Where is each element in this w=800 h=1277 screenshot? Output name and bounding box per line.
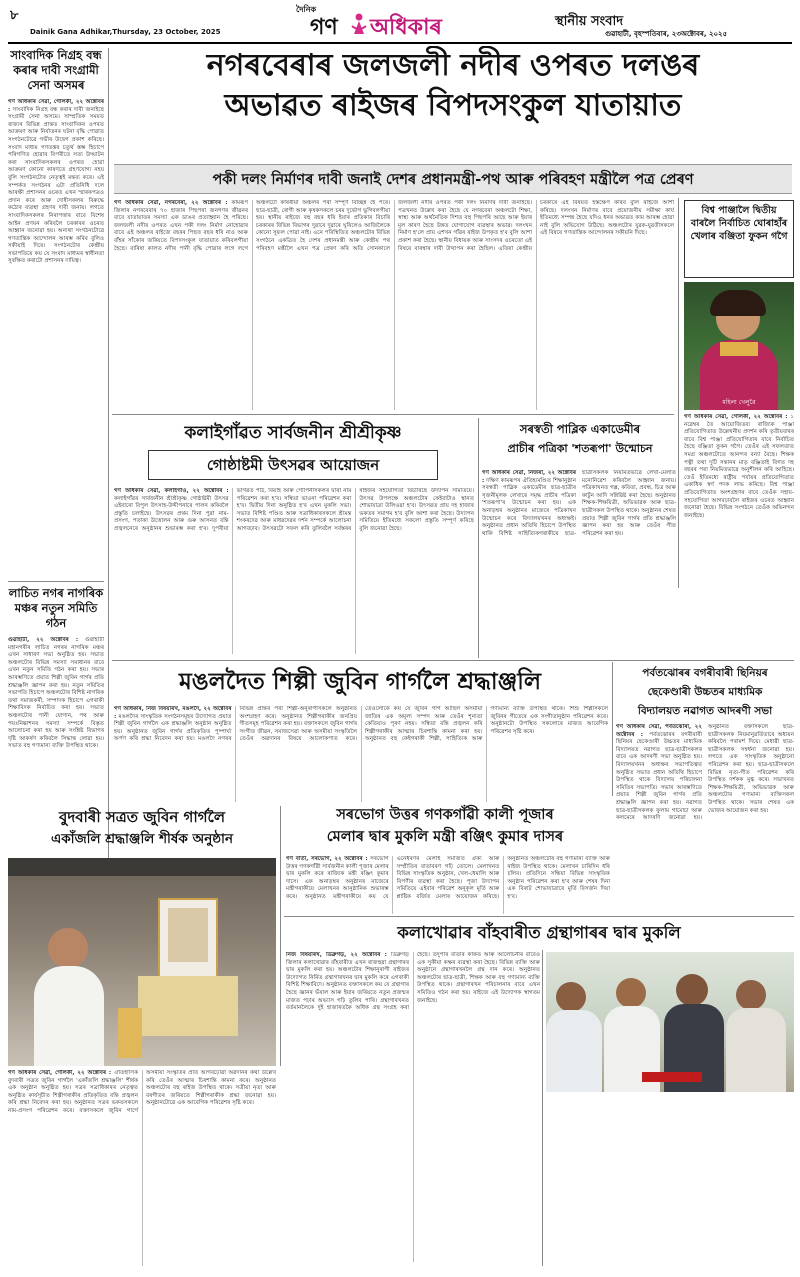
dateline-assamese: গুৱাহাটী, বৃহস্পতিবাৰ, ২৩অক্টোবৰ, ২০২৫: [605, 30, 728, 38]
parbatjhora-rule: [612, 662, 613, 796]
story-journalist-headline: সাংবাদিক নিগ্ৰহ বন্ধ কৰাৰ দাবী সংগ্ৰামী সেনা অসমৰ: [10, 48, 102, 92]
saraswat-headline-line2: প্ৰাচীৰ পত্ৰিকা 'শতৰূপা' উন্মোচন: [507, 442, 653, 455]
budbari-text: ঐতিহাসিক বুদবাৰী সত্ৰত জুবিন গাৰ্গলৈ 'একাঁজলি শ্ৰদ্ধাঞ্জলি' শীৰ্ষক এক অনুষ্ঠান অনুষ্ঠিত হয়। সত্ৰৰ সত্ৰাধিকাৰৰ নেতৃত্বত অনুষ্ঠিত কাৰ্যসূচীত শিল্পীগৰাকীৰ প্ৰতিকৃতিত বন্তি প্ৰজ্বলন কৰি শ্ৰদ্ধা নিবেদন কৰা হয়। অনুষ্ঠানত সত্ৰৰ ভকতসকলে নাম-প্ৰসংগ পৰিৱেশন কৰে। বক্তাসকলে জুবিন গাৰ্গে অসমীয়া সংস্কৃতিৰ প্ৰতি আগবঢ়োৱা অৱদানৰ কথা উল্লেখ কৰি তেওঁৰ আত্মাৰ চিৰশান্তি কামনা কৰে। অনুষ্ঠানত অঞ্চলটোৰ বহু ৰাইজ উপস্থিত থাকে। সত্ৰীয়া নৃত্য আৰু বৰগীতৰ জৰিয়তে শিল্পীগৰাকীক শ্ৰদ্ধা জনোৱা হয়। অনুষ্ঠানটোৱে এক আবেগিক পৰিৱেশৰ সৃষ্টি কৰে।: [8, 1070, 276, 1114]
masthead-logo: [310, 10, 480, 38]
lead-strap: [114, 164, 792, 194]
parbatjhora-headline-box: [616, 664, 794, 722]
zubeen-mangaldai-text: মঙলদৈৰ সাংস্কৃতিক সংগঠনসমূহৰ উদ্যোগত প্ৰয়াত শিল্পী জুবিন গাৰ্গলৈ এক শ্ৰদ্ধাঞ্জলি অনুষ্ঠান অনুষ্ঠিত হয়। অনুষ্ঠানত জুবিন গাৰ্গৰ প্ৰতিকৃতিত পুষ্পাৰ্ঘ্য অৰ্পণ কৰি শ্ৰদ্ধা নিবেদন কৰা হয়। মঙলদৈ নগৰৰ বিভিন্ন প্ৰান্তৰ পৰা শিল্পী-অনুৰাগীসকলে অনুষ্ঠানত অংশগ্ৰহণ কৰে। অনুষ্ঠানত শিল্পীগৰাকীৰ জনপ্ৰিয় গীতসমূহ পৰিৱেশন কৰা হয়। বক্তাসকলে জুবিন গাৰ্গৰ সংগীত জীৱন, সমাজসেৱা আৰু অসমীয়া সংস্কৃতিলৈ তেওঁৰ অৱদানৰ বিষয়ে আলোকপাত কৰে। তেওঁলোকে কয় যে জুবিন গাৰ্গ আছিল অসমীয়া জাতিৰ এক অমূল্য সম্পদ আৰু তেওঁৰ শূন্যতা কেতিয়াও পূৰণ নহয়। সন্ধিয়া বন্তি প্ৰজ্বলন কৰি শিল্পীগৰাকীৰ আত্মাৰ চিৰশান্তি কামনা কৰা হয়। অনুষ্ঠানত বহু কেইগৰাকী শিল্পী, সাহিত্যিক আৰু গণ্যমান্য ব্যক্তি উপস্থিত থাকে। শিশু শিল্পীসকলে জুবিনৰ গীতেৰে এক সংগীতানুষ্ঠান পৰিৱেশন কৰে। অনুষ্ঠানটো উপস্থিত সকলোৰে মাজত আবেগিক পৰিৱেশৰ সৃষ্টি কৰে।: [114, 706, 608, 743]
saraswat-headline-line1: সৰস্বতী পাব্লিক একাডেমীৰ: [519, 422, 641, 436]
library-headline-box: [284, 918, 794, 948]
kali-puja-body: [286, 856, 610, 914]
saraswat-headline-box: [482, 420, 678, 468]
zubeen-mangaldai-headline-box: [112, 662, 608, 702]
wrestler-photo-caption: মহিলা খেলুৱৈ: [722, 399, 756, 406]
krishna-headline-box: [112, 418, 474, 484]
budbari-headline-line1: বুদবাৰী সত্ৰত জুবিন গাৰ্গলৈ: [58, 808, 226, 826]
zubeen-mangaldai-dateline: গণ অধিকাৰ, নিজ বিষয়ৰিখ, মঙলদৈ, ২২ অক্টোবৰ :: [114, 706, 232, 720]
lead-strap-text: পকী দলং নিৰ্মাণৰ দাবী জনাই দেশৰ প্ৰধানমন্ত্ৰী-পথ আৰু পৰিবহণ মন্ত্ৰীলৈ পত্ৰ প্ৰেৰণ: [212, 172, 694, 188]
mid-rule: [112, 660, 794, 661]
kali-puja-headline-line2: মেলাৰ দ্বাৰ মুকলি মন্ত্ৰী ৰঞ্জিৎ কুমাৰ দাসৰ: [326, 829, 564, 845]
kali-puja-text: সৰভোগ উত্তৰ গণকগাঁৱী সাৰ্বজনীন কালী পূজাৰ মেলাৰ দ্বাৰ মুকলি কৰে ৰাজ্যিক মন্ত্ৰী ৰঞ্জিৎ কুমাৰ দাসে। এক অনাড়ম্বৰ অনুষ্ঠানৰ মাজেৰে মন্ত্ৰীগৰাকীয়ে মেলাখনৰ আনুষ্ঠানিক শুভাৰম্ভ কৰে। অনুষ্ঠানত মন্ত্ৰীগৰাকীয়ে কয় যে এনেধৰণৰ মেলাই সমাজত ঐক্য আৰু সম্প্ৰীতিৰ বাতাবৰণ গঢ়ি তোলে। মেলাখনত বিভিন্ন সাংস্কৃতিক অনুষ্ঠান, খেল-ধেমালি আৰু বিপণীৰ ব্যৱস্থা কৰা হৈছে। পূজা উদ্যাপন সমিতিয়ে এইবাৰ পৰিৱেশ অনুকূল মূৰ্তি আৰু প্লাষ্টিক বৰ্জিত মেলাৰ আয়োজন কৰিছে। অনুষ্ঠানত অঞ্চলটোৰ বহু গণ্যমান্য ব্যক্তি আৰু ৰাইজ উপস্থিত থাকে। মেলাখন চাৰিদিন ধৰি চলিব। প্ৰতিদিনে সন্ধিয়া বিভিন্ন সাংস্কৃতিক অনুষ্ঠান পৰিৱেশন কৰা হ'ব আৰু শেষৰ দিনা এক বিৰাট শোভাযাত্ৰাৰে মূৰ্তি বিসৰ্জন দিয়া হ'ব।: [286, 856, 610, 900]
parbatjhora-body: [616, 724, 794, 914]
story-journalist-text: সাংবাদিক নিগ্ৰহ বন্ধ কৰাৰ দাবী জনাইছে সংগ্ৰামী সেনা অসমে। সাম্প্ৰতিক সময়ত ৰাজ্যৰ বিভিন্ন প্ৰান্তত সাংবাদিকৰ ওপৰত আক্ৰমণ আৰু নিৰ্যাতনৰ ঘটনা বৃদ্ধি পোৱাত সংগঠনটোৱে গভীৰ উদ্বেগ প্ৰকাশ কৰিছে। সংবাদ মাধ্যম গণতন্ত্ৰৰ চতুৰ্থ স্তম্ভ হিচাপে পৰিগণিত হোৱাৰ বিপৰীতে সত্য উদ্ঘাটন কৰা সাংবাদিকসকলৰ ওপৰত হোৱা আক্ৰমণ কোনো কাৰণতে গ্ৰহণযোগ্য নহয় বুলি সংগঠনটোৰ নেতৃত্বই মন্তব্য কৰে। এই সম্পৰ্কত সংগঠনৰ এটা প্ৰতিনিধি দলে আৰক্ষী প্ৰশাসনৰ ওচৰত এখন স্মাৰকপত্ৰও প্ৰদান কৰে আৰু দোষীসকলৰ বিৰুদ্ধে কঠোৰ ব্যৱস্থা গ্ৰহণৰ দাবী জনায়। লগতে সাংবাদিকসকলৰ নিৰাপত্তাৰ বাবে বিশেষ আইন প্ৰণয়ন কৰিবলৈ চৰকাৰৰ ওচৰত আহ্বান জনোৱা হয়। অন্যথা সংগঠনটোৱে গণতান্ত্ৰিক আন্দোলন আৰম্ভ কৰিব বুলিও সকীয়াই দিয়ে। সংগঠনটোৰ কেন্দ্ৰীয় সভাপতিয়ে কয় যে সংবাদ মাধ্যমৰ স্বাধীনতা সুৰক্ষিত কৰাটো প্ৰশাসনৰ দায়িত্ব।: [8, 106, 104, 265]
library-col-rule: [542, 950, 543, 1266]
parbatjhora-text: পৰ্বতঝোৰৰ বগৰীবাৰী ছিনিয়ৰ ছেকেণ্ডাৰী উচ্চতৰ মাধ্যমিক বিদ্যালয়ত নৱাগত ছাত্ৰ-ছাত্ৰীসকলৰ বাবে এক আদৰণী সভা অনুষ্ঠিত হয়। বিদ্যালয়খনৰ অধ্যক্ষৰ সভাপতিত্বত অনুষ্ঠিত সভাত প্ৰধান অতিথি হিচাপে উপস্থিত থাকে বিদ্যালয় পৰিচালনা সমিতিৰ সভাপতি। সভাৰ আৰম্ভণিতে প্ৰয়াত শিল্পী জুবিন গাৰ্গৰ প্ৰতি শ্ৰদ্ধাঞ্জলি জ্ঞাপন কৰা হয়। নৱাগত ছাত্ৰ-ছাত্ৰীসকলক ফুলাম গামোচা আৰু কলমেৰে আদৰণি জনোৱা হয়। অনুষ্ঠানত বক্তাসকলে ছাত্ৰ-ছাত্ৰীসকলক নিয়মানুৱৰ্তিতাৰে অধ্যয়ন কৰিবলৈ পৰামৰ্শ দিয়ে। মেধাৱী ছাত্ৰ-ছাত্ৰীসকলক সম্বৰ্ধনা জনোৱা হয়। লগতে এক সাংস্কৃতিক অনুষ্ঠানো পৰিৱেশন কৰা হয়। ছাত্ৰ-ছাত্ৰীসকলে বিভিন্ন নৃত্য-গীত পৰিৱেশন কৰি উপস্থিত দৰ্শকক মুগ্ধ কৰে। সভাখনত শিক্ষক-শিক্ষয়িত্ৰী, অভিভাৱক আৰু অঞ্চলটোৰ গণ্যমান্য ব্যক্তিসকল উপস্থিত থাকে। সভাৰ শেষত এক ভোজৰ আয়োজন কৰা হয়।: [616, 724, 794, 822]
section-label: স্থানীয় সংবাদ: [555, 14, 624, 29]
masthead-name-left: গণ: [310, 15, 338, 40]
budbari-photo: [8, 858, 276, 1066]
kali-puja-dateline: গণ বাৰ্তা, সৰভোগ, ২২ অক্টোবৰ :: [286, 856, 368, 862]
parbatjhora-dateline: গণ অধিকাৰ সেৱা, পৰ্বতঝোৰা, ২২ অক্টোবৰ :: [616, 724, 702, 738]
parbatjhora-headline-line1: পৰ্বতঝোৰৰ বগৰীবাৰী ছিনিয়ৰ: [642, 667, 768, 679]
wrestler-photo: [684, 282, 794, 410]
saraswat-dateline: গণ অধিকাৰ সেৱা, নিজৰা, ২২ অক্টোবৰ :: [482, 470, 576, 484]
wrestler-text: ১ নৱেম্বৰ তৈ আয়োজিতব্য ৰাজ্যিক পাঞ্জা প্ৰতিযোগিতাত উল্লেখনীয় প্ৰদৰ্শন কৰি তৃতীয়বাৰৰ বাবে বিশ্ব পাঞ্জা প্ৰতিযোগিতাৰ বাবে নিৰ্বাচিত হৈছে বঞ্জিতা ফুকন গগৈ। তেওঁৰ এই সফলতাত সমগ্ৰ অঞ্চলটোতে আনন্দৰ বন্যা বৈছে। শিক্ষক পত্নী তথা দুটি সন্তানৰ মাতৃ বঞ্জিতাই বিগত দহ বছৰৰ পৰা নিয়মিতভাৱে অনুশীলন কৰি আহিছে। তেওঁ ইতিমধ্যে ৰাষ্ট্ৰীয় পৰ্যায়ৰ প্ৰতিযোগিতাত একাধিক স্বৰ্ণ পদক লাভ কৰিছে। বিশ্ব পাঞ্জা প্ৰতিযোগিতাত অংশগ্ৰহণৰ বাবে তেওঁক সহায়-সহযোগিতা আগবঢ়াবলৈ ৰাইজৰ ওচৰত আহ্বান জনোৱা হৈছে। বিভিন্ন সংগঠনে তেওঁক অভিনন্দন জনাইছে।: [684, 414, 794, 519]
parbatjhora-headline-line2: ছেকেণ্ডাৰী উচ্চতৰ মাধ্যমিক: [647, 686, 763, 698]
story-lachit-dateline: গুৱাহাটী, ২২ অক্টোবৰ :: [8, 637, 79, 643]
library-text: ডিব্ৰুগড় জিলাৰ কলাখোৱাৰ বাঁহবাৰীত এখন ৰাজহুৱা গ্ৰন্থাগাৰৰ দ্বাৰ মুকলি কৰা হয়। অঞ্চলটোৰ শিক্ষানুৰাগী ৰাইজৰ উদ্যোগত নিৰ্মিত গ্ৰন্থাগাৰখনৰ দ্বাৰ মুকলি কৰে এগৰাকী বিশিষ্ট শিক্ষাবিদে। অনুষ্ঠানত বক্তাসকলে কয় যে গ্ৰন্থাগাৰ হৈছে জ্ঞানৰ ভঁৰাল আৰু ইয়াৰ জৰিয়তে নতুন প্ৰজন্মৰ মাজত পঢ়াৰ অভ্যাস গঢ়ি তুলিব পাৰি। গ্ৰন্থাগাৰখনত বৰ্তমানলৈকে দুই হাজাৰতকৈ অধিক গ্ৰন্থ সংগ্ৰহ কৰা হৈছে। তদুপৰি বাতৰি কাকত আৰু আলোচনীৰ বাবেও এক সুকীয়া কক্ষৰ ব্যৱস্থা কৰা হৈছে। বিভিন্ন ব্যক্তি আৰু অনুষ্ঠানে গ্ৰন্থাগাৰখনলৈ গ্ৰন্থ দান কৰে। অনুষ্ঠানত অঞ্চলটোৰ ছাত্ৰ-ছাত্ৰী, শিক্ষক আৰু বহু গণ্যমান্য ব্যক্তি উপস্থিত থাকে। গ্ৰন্থাগাৰখন পৰিচালনাৰ বাবে এখন সমিতিও গঠন কৰা হয়। ৰাইজে এই উদ্যোগক স্বাগতম জনাইছে।: [286, 952, 540, 1012]
library-body: [286, 952, 540, 1262]
story-journalist-body: [8, 99, 104, 577]
wrestler-headline: বিশ্ব পাঞ্জালৈ দ্বিতীয় বাৰলৈ নিৰ্বাচিত ঘোৰাহাঁৰ খেলাৰ বঞ্জিতা ফুকন গগৈ: [690, 205, 788, 242]
krishna-headline-line1: কলাইগাঁৱত সাৰ্বজনীন শ্ৰীশ্ৰীকৃষ্ণ: [184, 423, 402, 443]
budbari-dateline: গণ অধিকাৰ সেৱা, গোলকী, ২২ অক্টোবৰ :: [8, 1070, 112, 1076]
wrestler-dateline: গণ অধিকাৰ সেৱা, গোলকী, ২২ অক্টোবৰ :: [684, 414, 788, 420]
masthead: [0, 0, 800, 44]
masthead-rule: [8, 42, 792, 44]
kali-puja-headline-box: [284, 804, 606, 852]
lower-rule: [284, 916, 794, 917]
zubeen-mangaldai-body: [114, 706, 608, 802]
parbatjhora-headline-line3: বিদ্যালয়ত নৱাগত আদৰণী সভা: [637, 705, 773, 717]
kali-puja-headline-line1: সৰভোগ উত্তৰ গণকগাঁৱী কালী পূজাৰ: [336, 807, 554, 823]
lead-dateline: গণ অধিকাৰ সেৱা, নগৰবেৰা, ২২ অক্টোবৰ :: [114, 200, 228, 206]
saraswat-rule: [478, 418, 479, 658]
wrestler-headline-box: [684, 200, 794, 278]
krishna-dateline: গণ অধিকাৰ সেৱা, কলাইগাঁও, ২২ অক্টোবৰ :: [114, 488, 229, 494]
library-headline: কলাখোৱাৰ বাঁহবাৰীত গ্ৰন্থাগাৰৰ দ্বাৰ মুকলি: [397, 923, 681, 942]
saraswat-text: দক্ষিণ কামৰূপৰ ঐতিহ্যমণ্ডিত শিক্ষানুষ্ঠান সৰস্বতী পাব্লিক একাডেমীৰ ছাত্ৰ-ছাত্ৰীৰ সৃজনীমূলক লেখাৰে সমৃদ্ধ প্ৰাচীৰ পত্ৰিকা 'শতৰূপা'ৰ উন্মোচন কৰা হয়। এক অনাড়ম্বৰ অনুষ্ঠানৰ মাজেৰে পত্ৰিকাখন উন্মোচন কৰে বিদ্যালয়খনৰ অধ্যক্ষই। অনুষ্ঠানত প্ৰধান অতিথি হিচাপে উপস্থিত থাকি বিশিষ্ট সাহিত্যিকগৰাকীয়ে ছাত্ৰ-ছাত্ৰীসকলক নিয়মিতভাৱে লেখা-মেলাত মনোনিৱেশ কৰিবলৈ আহ্বান জনায়। পত্ৰিকাখনত গল্প, কবিতা, প্ৰবন্ধ, চিত্ৰ আৰু কাৰ্টুন আদি সন্নিৱিষ্ট কৰা হৈছে। অনুষ্ঠানত শিক্ষক-শিক্ষয়িত্ৰী, অভিভাৱক আৰু ছাত্ৰ-ছাত্ৰীসকল উপস্থিত থাকে। অনুষ্ঠানৰ শেষত প্ৰয়াত শিল্পী জুবিন গাৰ্গৰ প্ৰতি শ্ৰদ্ধাঞ্জলি জ্ঞাপন কৰা হয় আৰু তেওঁৰ গীত পৰিৱেশন কৰা হয়।: [482, 470, 676, 537]
library-photo: [546, 952, 794, 1092]
budbari-body: [8, 1070, 276, 1266]
lotus-icon: [350, 12, 368, 36]
krishna-text: কলাইগাঁৱৰ সাৰ্বজনীন শ্ৰীশ্ৰীকৃষ্ণ গোষ্ঠাষ্টমী উৎসৱ এইবাৰো বিপুল উৎসাহ-উদ্দীপনাৰে পালন কৰিবলৈ প্ৰস্তুতি চলাইছে। উৎসৱৰ প্ৰথম দিনা পুৱা নাম-প্ৰসংগ, পতাকা উত্তোলন আৰু গুৰু আসনত বন্তি প্ৰজ্বলনেৰে অনুষ্ঠানৰ শুভাৰম্ভ কৰা হ'ব। দুপৰীয়া ভাগৱত পাঠ, বিয়াহ আৰু গোপিনীসকলৰ দ্বাৰা নাম পৰিৱেশন কৰা হ'ব। সন্ধিয়া ভাওনা পৰিৱেশন কৰা হ'ব। দ্বিতীয় দিনা অনুষ্ঠিত হ'ব এখন মুকলি সভা। সভাত বিশিষ্ট পণ্ডিত আৰু সত্ৰাধিকাৰসকলে শ্ৰীমন্ত শংকৰদেৱ আৰু মাধৱদেৱৰ দৰ্শন সম্পৰ্কে আলোচনা আগবঢ়াব। উৎসৱটো সফল কৰি তুলিবলৈ সৰ্বস্তৰৰ ৰাইজৰ সহযোগিতা বিচাৰিছে উদ্যাপন সমিতিয়ে। উৎসৱ উপলক্ষে অঞ্চলটোৰ কেইবাটাও স্থানত শোভাযাত্ৰা উলিওৱা হ'ব। উৎসৱত প্ৰায় দহ হাজাৰ ভকতৰ সমাগম হ'ব বুলি আশা কৰা হৈছে। উদ্যাপন সমিতিয়ে ইতিমধ্যে সকলো প্ৰস্তুতি সম্পূৰ্ণ কৰিছে বুলি জনোৱা হৈছে।: [114, 488, 474, 532]
budbari-headline-line2: একাঁজলি শ্ৰদ্ধাঞ্জলি শীৰ্ষক অনুষ্ঠান: [50, 831, 234, 847]
masthead-name-right: অধিকাৰ: [370, 15, 442, 40]
zubeen-mangaldai-headline: মঙলদৈত শিল্পী জুবিন গাৰ্গলৈ শ্ৰদ্ধাঞ্জলি: [179, 669, 541, 695]
story-lachit-text: গুৱাহাটী মহানগৰীৰ লাচিত নগৰৰ নাগৰিক মঞ্চৰ এখন সাধাৰণ সভা অনুষ্ঠিত হয়। সভাত অঞ্চলটোৰ বিভিন্ন সমস্যা সমাধানৰ বাবে এখন নতুন সমিতি গঠন কৰা হয়। সভাৰ আৰম্ভণিতে প্ৰয়াত শিল্পী জুবিন গাৰ্গৰ প্ৰতি শ্ৰদ্ধাঞ্জলি জ্ঞাপন কৰা হয়। নতুন সমিতিৰ সভাপতি হিচাপে অঞ্চলটোৰ বিশিষ্ট নাগৰিক তথা সমাজকৰ্মী, সম্পাদক হিচাপে এগৰাকী শিক্ষাবিদক নিৰ্বাচিত কৰা হয়। সভাত অঞ্চলটোৰ পানী যোগান, পথ আৰু পয়ঃনিষ্কাশনৰ সমস্যা সম্পৰ্কে বিস্তৃত আলোচনা কৰা হয় আৰু সংশ্লিষ্ট বিভাগৰ দৃষ্টি আকৰ্ষণ কৰিবলৈ সিদ্ধান্ত লোৱা হয়। সভাত বহু গণ্যমান্য ব্যক্তি উপস্থিত থাকে।: [8, 637, 104, 750]
lead-headline-line1: নগৰবেৰাৰ জলজলী নদীৰ ওপৰত দলঙৰ: [206, 48, 700, 83]
library-dateline: নিজ বিষয়ৰিখ, ডিব্ৰুগড়, ২২ অক্টোবৰ :: [286, 952, 387, 958]
lead-bottom-rule: [112, 414, 674, 415]
budbari-rule: [280, 806, 281, 1066]
budbari-headline-box: [8, 806, 276, 854]
page-number: ৮: [10, 8, 19, 23]
dateline-english: Dainik Gana Adhikar,Thursday, 23 October, 2025: [30, 28, 221, 36]
story-journalist-dateline: গণ অধিকাৰ সেৱা, গোলকী, ২২ অক্টোবৰ :: [8, 99, 104, 113]
lead-body: [114, 200, 674, 410]
lead-headline-box: [112, 46, 794, 156]
krishna-body: [114, 488, 474, 654]
lead-headline-line2: অভাৱত ৰাইজৰ বিপদসংকুল যাতায়াত: [224, 88, 682, 123]
story-lachit-headline: লাচিত নগৰ নাগৰিক মঞ্চৰ নতুন সমিতি গঠন: [8, 586, 104, 630]
krishna-headline-line2: গোষ্ঠাষ্টমী উৎসৱৰ আয়োজন: [148, 450, 438, 480]
lead-text: কামৰূপ জিলাৰ নগৰবেৰাৰ ৭০ হাজাৰ পিছপৰা জনগণৰ জীৱনৰ বাবে যাতায়াতৰ সমস্যা এক ডাঙৰ প্ৰত্যাহ্বান হৈ পৰিছে। জলজলী নদীৰ ওপৰত এখন পকী দলং নিৰ্মাণ নোহোৱাৰ বাবে এই অঞ্চলৰ ৰাইজে বছৰৰ পিছত বছৰ ধৰি নাও আৰু বাঁহৰ সাঁকোৰ জৰিয়তে বিপদসংকুল যাতায়াত কৰিবলগীয়া হৈছে। বাৰিষা কালত নদীৰ পানী বৃদ্ধি পোৱাৰ লগে লগে অঞ্চলটো কাষৰীয়া অঞ্চলৰ পৰা সম্পূৰ্ণ বিচ্ছিন্ন হৈ পৰে। ছাত্ৰ-ছাত্ৰী, ৰোগী আৰু কৃষকসকলে চৰম দুৰ্ভোগ ভুগিবলগীয়া হয়। স্থানীয় ৰাইজে বহু বছৰ ধৰি ইয়াৰ প্ৰতিকাৰ বিচাৰি চৰকাৰৰ বিভিন্ন বিভাগৰ দুৱাৰে দুৱাৰে ঘূৰিলেও আজিলৈকে কোনো সুফল পোৱা নাই। এনে পৰিস্থিতিত অঞ্চলটোৰ বিভিন্ন সংগঠনে একত্ৰিত হৈ দেশৰ প্ৰধানমন্ত্ৰী আৰু কেন্দ্ৰীয় পথ পৰিবহণ মন্ত্ৰীলৈ এখন পত্ৰ প্ৰেৰণ কৰি অতি সোনকালে জলজলী নদীৰ ওপৰত পকী দলং নিৰ্মাণৰ দাবী জনাইছে। পত্ৰখনত উল্লেখ কৰা হৈছে যে নগৰবেৰা অঞ্চলটো শিক্ষা, স্বাস্থ্য আৰু অৰ্থনৈতিক দিশত বহু পিছপৰি আছে আৰু ইয়াৰ মূল কাৰণ হৈছে উন্নত যোগাযোগ ব্যৱস্থাৰ অভাৱ। দলংখন নিৰ্মাণ হ'লে প্ৰায় এশখন গাঁৱৰ ৰাইজ উপকৃত হ'ব বুলি আশা প্ৰকাশ কৰা হৈছে। স্থানীয় বিধায়ক আৰু সাংসদৰ ওচৰতো এই বিষয়ে বাৰম্বাৰ দাবী উত্থাপন কৰা হৈছিল। এতিয়া কেন্দ্ৰীয় চৰকাৰে এই বিষয়ত হস্তক্ষেপ কৰিব বুলি ৰাইজে আশা কৰিছে। দলংখন নিৰ্মাণৰ বাবে প্ৰয়োজনীয় সমীক্ষা কাৰ্য ইতিমধ্যে সম্পন্ন হৈছে যদিও ধনৰ অভাৱত কাম আৰম্ভ হোৱা নাই বুলি অভিযোগ উঠিছে। অঞ্চলটোৰ যুৱক-যুৱতীসকলে এই বিষয়ে গণতান্ত্ৰিক আন্দোলনৰ সকীয়নি দিছে।: [114, 200, 674, 252]
masthead-small-label: দৈনিক: [296, 5, 317, 14]
saraswat-body: [482, 470, 676, 654]
wrestler-rule: [678, 198, 679, 588]
wrestler-body: [684, 414, 794, 590]
